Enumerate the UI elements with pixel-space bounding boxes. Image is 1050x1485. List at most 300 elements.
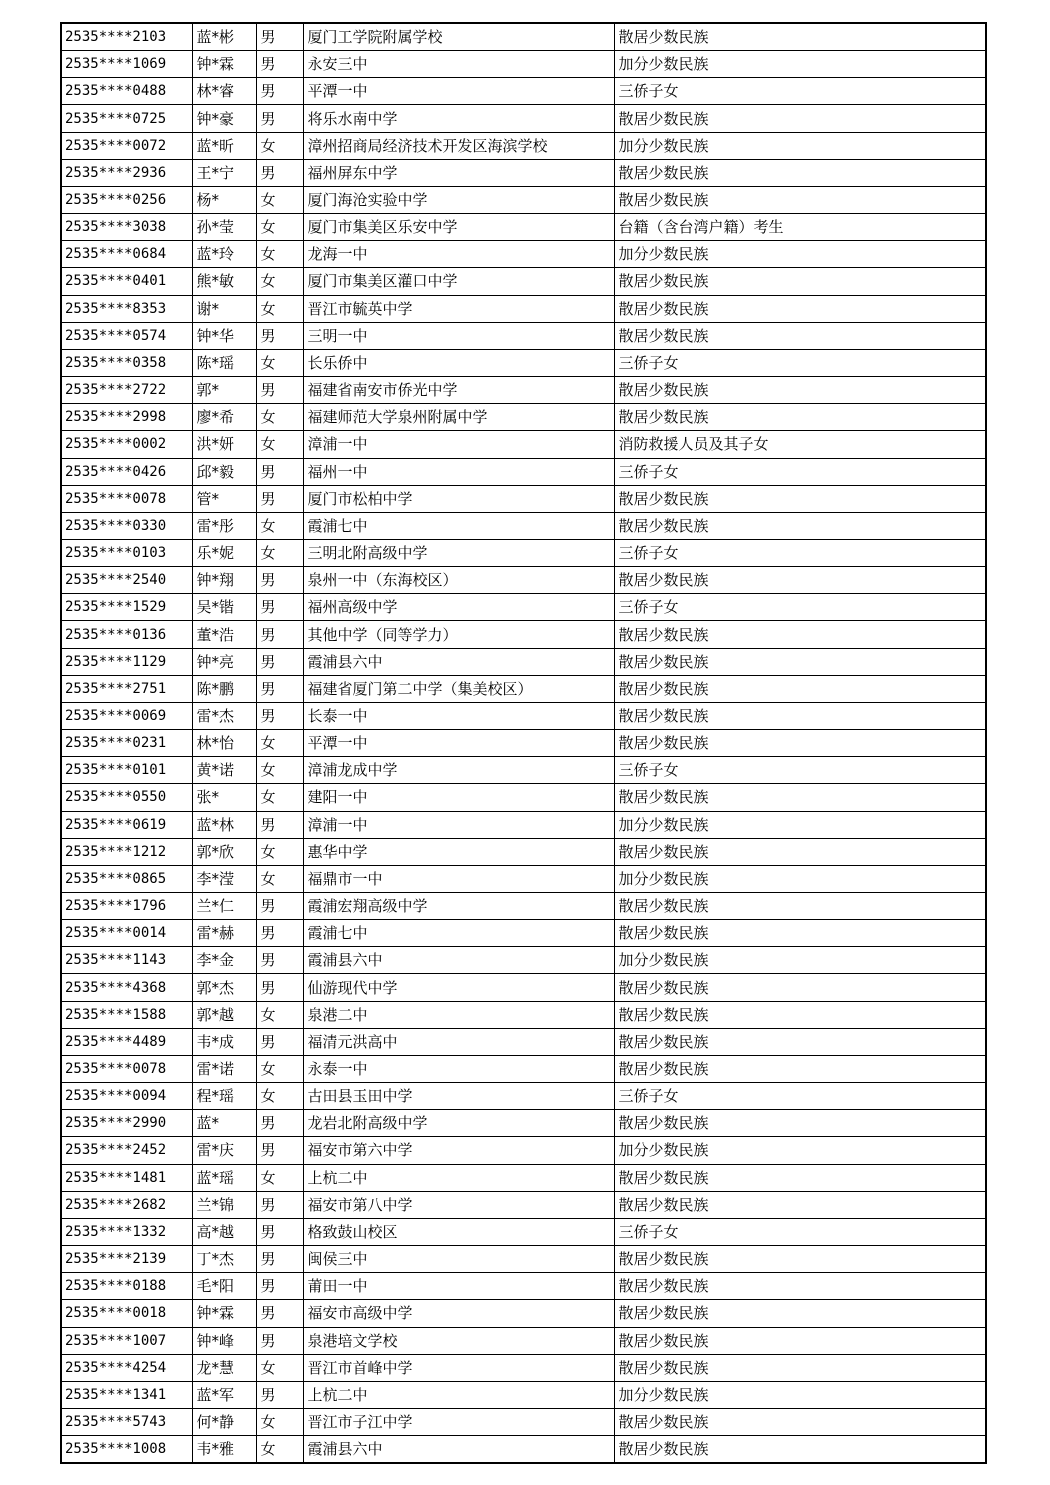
category-cell: 散居少数民族 (614, 621, 986, 648)
category-cell: 台籍（含台湾户籍）考生 (614, 214, 986, 241)
school-cell: 永泰一中 (303, 1055, 614, 1082)
name-cell: 钟*亮 (192, 648, 256, 675)
id-cell: 2535****2682 (61, 1191, 192, 1218)
table-row (61, 893, 986, 920)
school-cell: 龙海一中 (303, 241, 614, 268)
school-cell: 漳浦龙成中学 (303, 757, 614, 784)
category-cell: 散居少数民族 (614, 838, 986, 865)
name-cell: 钟*霖 (192, 51, 256, 78)
name-cell: 何*静 (192, 1408, 256, 1435)
table-row (61, 349, 986, 376)
category-cell: 三侨子女 (614, 757, 986, 784)
school-cell: 三明北附高级中学 (303, 539, 614, 566)
table-row (61, 702, 986, 729)
name-cell: 雷*赫 (192, 920, 256, 947)
table-row (61, 295, 986, 322)
name-cell: 钟*霖 (192, 1300, 256, 1327)
category-cell: 加分少数民族 (614, 1381, 986, 1408)
gender-cell: 男 (256, 974, 303, 1001)
category-cell: 散居少数民族 (614, 567, 986, 594)
table-row (61, 621, 986, 648)
table-row (61, 1028, 986, 1055)
category-cell: 散居少数民族 (614, 1164, 986, 1191)
gender-cell: 女 (256, 512, 303, 539)
gender-cell: 男 (256, 78, 303, 105)
id-cell: 2535****0069 (61, 702, 192, 729)
table-row (61, 159, 986, 186)
name-cell: 林*怡 (192, 730, 256, 757)
id-cell: 2535****0072 (61, 132, 192, 159)
table-row (61, 730, 986, 757)
name-cell: 蓝*昕 (192, 132, 256, 159)
gender-cell: 男 (256, 485, 303, 512)
category-cell: 消防救援人员及其子女 (614, 431, 986, 458)
gender-cell: 女 (256, 1436, 303, 1464)
name-cell: 程*瑶 (192, 1083, 256, 1110)
gender-cell: 男 (256, 1327, 303, 1354)
name-cell: 韦*雅 (192, 1436, 256, 1464)
category-cell: 三侨子女 (614, 458, 986, 485)
id-cell: 2535****1796 (61, 893, 192, 920)
table-row (61, 1083, 986, 1110)
school-cell: 霞浦七中 (303, 512, 614, 539)
category-cell: 散居少数民族 (614, 1354, 986, 1381)
gender-cell: 女 (256, 539, 303, 566)
table-row (61, 458, 986, 485)
gender-cell: 男 (256, 567, 303, 594)
category-cell: 散居少数民族 (614, 186, 986, 213)
category-cell: 三侨子女 (614, 594, 986, 621)
id-cell: 2535****0488 (61, 78, 192, 105)
school-cell: 漳浦一中 (303, 431, 614, 458)
id-cell: 2535****0103 (61, 539, 192, 566)
table-row (61, 648, 986, 675)
name-cell: 郭* (192, 377, 256, 404)
id-cell: 2535****2139 (61, 1246, 192, 1273)
category-cell: 三侨子女 (614, 78, 986, 105)
category-cell: 散居少数民族 (614, 404, 986, 431)
gender-cell: 女 (256, 132, 303, 159)
gender-cell: 男 (256, 648, 303, 675)
table-row (61, 132, 986, 159)
category-cell: 散居少数民族 (614, 1055, 986, 1082)
id-cell: 2535****0619 (61, 811, 192, 838)
id-cell: 2535****0078 (61, 1055, 192, 1082)
name-cell: 邱*毅 (192, 458, 256, 485)
id-cell: 2535****5743 (61, 1408, 192, 1435)
category-cell: 散居少数民族 (614, 920, 986, 947)
category-cell: 加分少数民族 (614, 132, 986, 159)
gender-cell: 男 (256, 458, 303, 485)
gender-cell: 男 (256, 947, 303, 974)
gender-cell: 男 (256, 621, 303, 648)
gender-cell: 女 (256, 784, 303, 811)
id-cell: 2535****2990 (61, 1110, 192, 1137)
name-cell: 熊*敏 (192, 268, 256, 295)
gender-cell: 女 (256, 1354, 303, 1381)
category-cell: 散居少数民族 (614, 1273, 986, 1300)
id-cell: 2535****0078 (61, 485, 192, 512)
category-cell: 三侨子女 (614, 539, 986, 566)
school-cell: 上杭二中 (303, 1381, 614, 1408)
school-cell: 厦门市集美区灌口中学 (303, 268, 614, 295)
name-cell: 蓝*彬 (192, 23, 256, 51)
id-cell: 2535****2751 (61, 675, 192, 702)
school-cell: 福建省南安市侨光中学 (303, 377, 614, 404)
gender-cell: 男 (256, 322, 303, 349)
name-cell: 雷*彤 (192, 512, 256, 539)
table-row (61, 485, 986, 512)
gender-cell: 男 (256, 1246, 303, 1273)
name-cell: 洪*妍 (192, 431, 256, 458)
school-cell: 上杭二中 (303, 1164, 614, 1191)
gender-cell: 女 (256, 1055, 303, 1082)
gender-cell: 女 (256, 268, 303, 295)
school-cell: 格致鼓山校区 (303, 1218, 614, 1245)
school-cell: 霞浦县六中 (303, 648, 614, 675)
school-cell: 福安市第六中学 (303, 1137, 614, 1164)
category-cell: 散居少数民族 (614, 322, 986, 349)
gender-cell: 女 (256, 241, 303, 268)
id-cell: 2535****0358 (61, 349, 192, 376)
school-cell: 长乐侨中 (303, 349, 614, 376)
id-cell: 2535****0401 (61, 268, 192, 295)
school-cell: 古田县玉田中学 (303, 1083, 614, 1110)
table-row (61, 567, 986, 594)
category-cell: 散居少数民族 (614, 485, 986, 512)
name-cell: 蓝*军 (192, 1381, 256, 1408)
name-cell: 孙*莹 (192, 214, 256, 241)
category-cell: 散居少数民族 (614, 23, 986, 51)
name-cell: 廖*希 (192, 404, 256, 431)
id-cell: 2535****0014 (61, 920, 192, 947)
school-cell: 晋江市首峰中学 (303, 1354, 614, 1381)
id-cell: 2535****2722 (61, 377, 192, 404)
school-cell: 三明一中 (303, 322, 614, 349)
table-row (61, 1300, 986, 1327)
name-cell: 兰*锦 (192, 1191, 256, 1218)
table-row (61, 1137, 986, 1164)
gender-cell: 男 (256, 811, 303, 838)
category-cell: 散居少数民族 (614, 702, 986, 729)
table-row (61, 947, 986, 974)
gender-cell: 男 (256, 1300, 303, 1327)
name-cell: 黄*诺 (192, 757, 256, 784)
table-row (61, 51, 986, 78)
table-row (61, 1408, 986, 1435)
candidate-table (60, 22, 987, 1464)
school-cell: 泉州一中（东海校区） (303, 567, 614, 594)
category-cell: 散居少数民族 (614, 295, 986, 322)
school-cell: 晋江市毓英中学 (303, 295, 614, 322)
name-cell: 雷*诺 (192, 1055, 256, 1082)
school-cell: 建阳一中 (303, 784, 614, 811)
category-cell: 散居少数民族 (614, 377, 986, 404)
id-cell: 2535****1529 (61, 594, 192, 621)
table-row (61, 1191, 986, 1218)
school-cell: 福建省厦门第二中学（集美校区） (303, 675, 614, 702)
school-cell: 霞浦县六中 (303, 947, 614, 974)
category-cell: 散居少数民族 (614, 1300, 986, 1327)
id-cell: 2535****0101 (61, 757, 192, 784)
name-cell: 杨* (192, 186, 256, 213)
table-row (61, 865, 986, 892)
category-cell: 散居少数民族 (614, 730, 986, 757)
id-cell: 2535****1481 (61, 1164, 192, 1191)
table-row (61, 241, 986, 268)
category-cell: 散居少数民族 (614, 784, 986, 811)
gender-cell: 女 (256, 838, 303, 865)
school-cell: 泉港二中 (303, 1001, 614, 1028)
table-row (61, 268, 986, 295)
candidate-table-body (61, 23, 986, 1463)
table-row (61, 920, 986, 947)
category-cell: 散居少数民族 (614, 1408, 986, 1435)
category-cell: 加分少数民族 (614, 1137, 986, 1164)
table-row (61, 1436, 986, 1464)
category-cell: 散居少数民族 (614, 893, 986, 920)
name-cell: 雷*杰 (192, 702, 256, 729)
gender-cell: 男 (256, 893, 303, 920)
id-cell: 2535****0094 (61, 1083, 192, 1110)
school-cell: 仙游现代中学 (303, 974, 614, 1001)
name-cell: 陈*瑶 (192, 349, 256, 376)
school-cell: 福安市高级中学 (303, 1300, 614, 1327)
school-cell: 厦门市松柏中学 (303, 485, 614, 512)
gender-cell: 男 (256, 105, 303, 132)
id-cell: 2535****1143 (61, 947, 192, 974)
table-row (61, 539, 986, 566)
school-cell: 厦门市集美区乐安中学 (303, 214, 614, 241)
category-cell: 三侨子女 (614, 1218, 986, 1245)
table-row (61, 1055, 986, 1082)
gender-cell: 女 (256, 730, 303, 757)
name-cell: 钟*峰 (192, 1327, 256, 1354)
gender-cell: 男 (256, 1137, 303, 1164)
school-cell: 漳浦一中 (303, 811, 614, 838)
name-cell: 林*睿 (192, 78, 256, 105)
id-cell: 2535****1007 (61, 1327, 192, 1354)
school-cell: 泉港培文学校 (303, 1327, 614, 1354)
category-cell: 散居少数民族 (614, 1028, 986, 1055)
table-row (61, 1001, 986, 1028)
name-cell: 张* (192, 784, 256, 811)
gender-cell: 男 (256, 920, 303, 947)
name-cell: 高*越 (192, 1218, 256, 1245)
category-cell: 散居少数民族 (614, 974, 986, 1001)
id-cell: 2535****0330 (61, 512, 192, 539)
name-cell: 毛*阳 (192, 1273, 256, 1300)
table-row (61, 974, 986, 1001)
id-cell: 2535****1332 (61, 1218, 192, 1245)
school-cell: 惠华中学 (303, 838, 614, 865)
category-cell: 散居少数民族 (614, 268, 986, 295)
id-cell: 2535****0550 (61, 784, 192, 811)
school-cell: 霞浦宏翔高级中学 (303, 893, 614, 920)
school-cell: 福清元洪高中 (303, 1028, 614, 1055)
gender-cell: 男 (256, 159, 303, 186)
id-cell: 2535****0865 (61, 865, 192, 892)
id-cell: 2535****0256 (61, 186, 192, 213)
table-row (61, 1273, 986, 1300)
id-cell: 2535****0426 (61, 458, 192, 485)
name-cell: 郭*杰 (192, 974, 256, 1001)
gender-cell: 女 (256, 349, 303, 376)
name-cell: 郭*欣 (192, 838, 256, 865)
id-cell: 2535****1008 (61, 1436, 192, 1464)
category-cell: 散居少数民族 (614, 1327, 986, 1354)
table-row (61, 431, 986, 458)
table-row (61, 1218, 986, 1245)
school-cell: 福州高级中学 (303, 594, 614, 621)
table-row (61, 1381, 986, 1408)
id-cell: 2535****1212 (61, 838, 192, 865)
gender-cell: 男 (256, 377, 303, 404)
table-row (61, 1327, 986, 1354)
id-cell: 2535****4489 (61, 1028, 192, 1055)
school-cell: 福安市第八中学 (303, 1191, 614, 1218)
table-row (61, 186, 986, 213)
name-cell: 王*宁 (192, 159, 256, 186)
table-row (61, 784, 986, 811)
category-cell: 散居少数民族 (614, 1246, 986, 1273)
table-row (61, 512, 986, 539)
school-cell: 平潭一中 (303, 78, 614, 105)
category-cell: 散居少数民族 (614, 1191, 986, 1218)
gender-cell: 男 (256, 594, 303, 621)
gender-cell: 男 (256, 1110, 303, 1137)
name-cell: 蓝* (192, 1110, 256, 1137)
category-cell: 三侨子女 (614, 1083, 986, 1110)
table-row (61, 214, 986, 241)
id-cell: 2535****0231 (61, 730, 192, 757)
school-cell: 漳州招商局经济技术开发区海滨学校 (303, 132, 614, 159)
id-cell: 2535****2452 (61, 1137, 192, 1164)
gender-cell: 女 (256, 404, 303, 431)
school-cell: 厦门工学院附属学校 (303, 23, 614, 51)
gender-cell: 女 (256, 865, 303, 892)
gender-cell: 女 (256, 1164, 303, 1191)
id-cell: 2535****2540 (61, 567, 192, 594)
name-cell: 韦*成 (192, 1028, 256, 1055)
name-cell: 乐*妮 (192, 539, 256, 566)
id-cell: 2535****3038 (61, 214, 192, 241)
gender-cell: 女 (256, 757, 303, 784)
id-cell: 2535****0002 (61, 431, 192, 458)
name-cell: 谢* (192, 295, 256, 322)
school-cell: 将乐水南中学 (303, 105, 614, 132)
name-cell: 丁*杰 (192, 1246, 256, 1273)
category-cell: 散居少数民族 (614, 1001, 986, 1028)
name-cell: 兰*仁 (192, 893, 256, 920)
school-cell: 其他中学（同等学力） (303, 621, 614, 648)
table-row (61, 811, 986, 838)
gender-cell: 男 (256, 1218, 303, 1245)
school-cell: 平潭一中 (303, 730, 614, 757)
school-cell: 福鼎市一中 (303, 865, 614, 892)
name-cell: 管* (192, 485, 256, 512)
name-cell: 陈*鹏 (192, 675, 256, 702)
school-cell: 莆田一中 (303, 1273, 614, 1300)
name-cell: 郭*越 (192, 1001, 256, 1028)
category-cell: 散居少数民族 (614, 1436, 986, 1464)
category-cell: 散居少数民族 (614, 675, 986, 702)
school-cell: 闽侯三中 (303, 1246, 614, 1273)
table-row (61, 377, 986, 404)
name-cell: 吴*锴 (192, 594, 256, 621)
category-cell: 散居少数民族 (614, 648, 986, 675)
id-cell: 2535****8353 (61, 295, 192, 322)
table-row (61, 404, 986, 431)
id-cell: 2535****1588 (61, 1001, 192, 1028)
id-cell: 2535****2936 (61, 159, 192, 186)
table-row (61, 1110, 986, 1137)
category-cell: 散居少数民族 (614, 159, 986, 186)
name-cell: 雷*庆 (192, 1137, 256, 1164)
category-cell: 三侨子女 (614, 349, 986, 376)
table-row (61, 322, 986, 349)
id-cell: 2535****1341 (61, 1381, 192, 1408)
table-row (61, 1354, 986, 1381)
table-row (61, 594, 986, 621)
id-cell: 2535****1129 (61, 648, 192, 675)
gender-cell: 男 (256, 51, 303, 78)
name-cell: 钟*翔 (192, 567, 256, 594)
gender-cell: 女 (256, 295, 303, 322)
name-cell: 蓝*林 (192, 811, 256, 838)
id-cell: 2535****0018 (61, 1300, 192, 1327)
school-cell: 福州屏东中学 (303, 159, 614, 186)
table-row (61, 105, 986, 132)
gender-cell: 男 (256, 23, 303, 51)
gender-cell: 女 (256, 214, 303, 241)
category-cell: 加分少数民族 (614, 811, 986, 838)
name-cell: 蓝*玲 (192, 241, 256, 268)
category-cell: 加分少数民族 (614, 947, 986, 974)
table-row (61, 1164, 986, 1191)
gender-cell: 男 (256, 1191, 303, 1218)
id-cell: 2535****0725 (61, 105, 192, 132)
gender-cell: 女 (256, 1408, 303, 1435)
gender-cell: 男 (256, 1381, 303, 1408)
school-cell: 厦门海沧实验中学 (303, 186, 614, 213)
category-cell: 散居少数民族 (614, 512, 986, 539)
gender-cell: 女 (256, 186, 303, 213)
name-cell: 董*浩 (192, 621, 256, 648)
id-cell: 2535****2998 (61, 404, 192, 431)
name-cell: 钟*豪 (192, 105, 256, 132)
table-row (61, 757, 986, 784)
school-cell: 福州一中 (303, 458, 614, 485)
school-cell: 龙岩北附高级中学 (303, 1110, 614, 1137)
category-cell: 加分少数民族 (614, 51, 986, 78)
school-cell: 福建师范大学泉州附属中学 (303, 404, 614, 431)
name-cell: 李*滢 (192, 865, 256, 892)
id-cell: 2535****2103 (61, 23, 192, 51)
table-row (61, 1246, 986, 1273)
school-cell: 霞浦县六中 (303, 1436, 614, 1464)
table-row (61, 78, 986, 105)
table-row (61, 23, 986, 51)
id-cell: 2535****4254 (61, 1354, 192, 1381)
id-cell: 2535****0188 (61, 1273, 192, 1300)
category-cell: 加分少数民族 (614, 241, 986, 268)
school-cell: 永安三中 (303, 51, 614, 78)
name-cell: 龙*慧 (192, 1354, 256, 1381)
school-cell: 霞浦七中 (303, 920, 614, 947)
category-cell: 散居少数民族 (614, 105, 986, 132)
school-cell: 晋江市子江中学 (303, 1408, 614, 1435)
